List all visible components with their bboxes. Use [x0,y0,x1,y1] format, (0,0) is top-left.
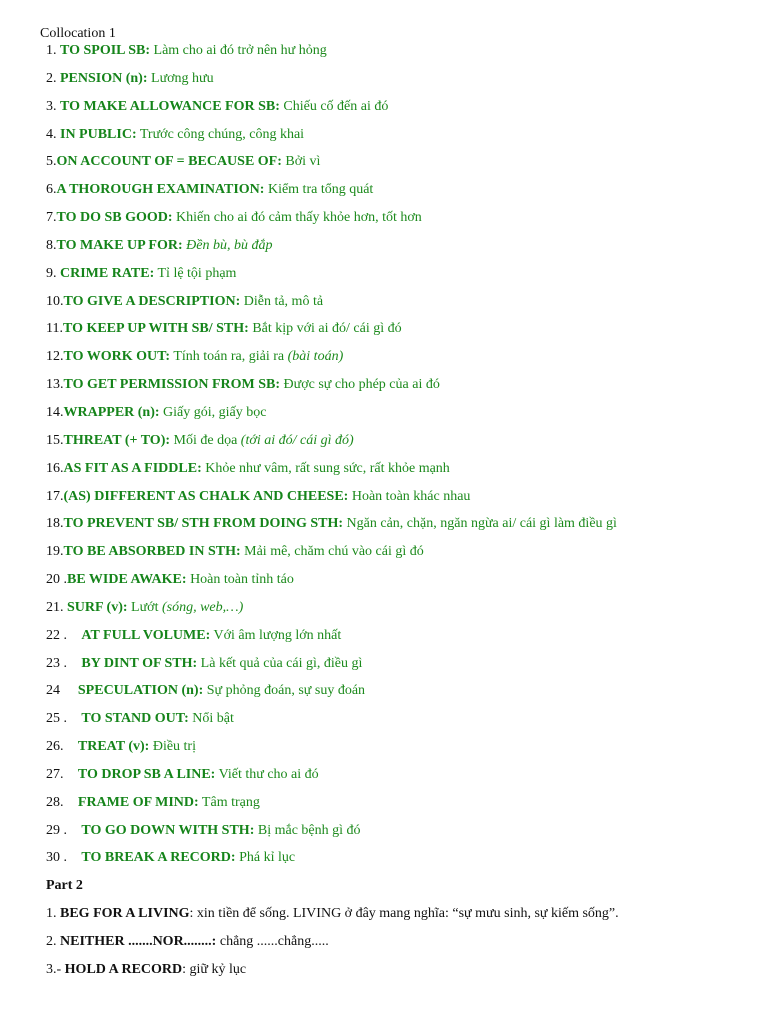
item-number: 24 [46,683,64,699]
item-definition: Hoàn toàn khác nhau [348,488,471,504]
item-term: TO KEEP UP WITH SB/ STH: [62,321,249,337]
list-item [46,680,756,708]
item-number: 21. [46,599,67,615]
item-number: 2. [46,70,60,86]
item-term: NEITHER .......NOR........: [60,933,217,949]
item-note: (bài toán) [287,349,344,365]
item-term: TO BREAK A RECORD: [70,850,225,866]
item-term: BY DINT OF STH: [70,655,187,671]
item-number: 18. [46,516,64,532]
item-term: TO DROP SB A LINE: [67,766,205,782]
list-item [46,124,756,152]
list-item [46,847,756,875]
item-note: Đền bù, bù đắp [186,237,273,253]
collocation-list [46,40,756,875]
item-number: 9. [46,265,60,281]
item-definition: Bị mắc bệnh gì đó [243,822,350,838]
item-term: BE WIDE AWAKE: [67,572,187,588]
list-item [46,625,756,653]
item-number: 25 . [46,711,71,727]
item-term: TO SPOIL SB: [60,43,151,58]
item-term: TO BE ABSORBED IN STH: [63,544,241,560]
item-definition: Điều trị [138,739,186,755]
item-definition: Bởi vì [281,154,321,170]
list-item [46,235,756,263]
item-term: TO WORK OUT: [63,349,171,365]
item-definition: Lướt [127,599,162,615]
document-title: Collocation 1 [40,26,116,41]
list-item [46,151,756,179]
item-term: AT FULL VOLUME: [70,627,200,643]
item-term: HOLD A RECORD [64,961,183,977]
item-number: 8. [46,237,57,253]
list-item [46,263,756,291]
item-number: 16. [46,460,64,476]
list-item [46,903,756,931]
item-definition: Sự phỏng đoán, sự suy đoán [188,683,351,699]
list-item [46,40,756,68]
item-number: 4. [46,126,60,142]
item-term: CRIME RATE: [60,265,155,281]
item-definition: Viết thư cho ai đó [204,766,308,782]
item-definition: Phá kỉ lục [224,850,285,866]
item-definition: Trước công chúng, công khai [136,126,305,142]
list-item [46,402,756,430]
item-term: (AS) DIFFERENT AS CHALK AND CHEESE: [63,488,349,504]
item-definition: Ngăn cản, chặn, ngăn ngừa ai/ cái gì làm điều gì [343,516,617,532]
item-number: 14. [46,404,64,420]
item-term: FRAME OF MIND: [67,794,188,810]
item-number: 5. [46,154,57,170]
list-item [46,318,756,346]
item-definition: Khiến cho ai đó cảm thấy khỏe hơn, tốt hơn [172,210,422,226]
item-number: 19. [46,544,64,560]
item-term: AS FIT AS A FIDDLE: [63,460,202,476]
item-definition: Kiểm tra tổng quát [264,182,374,198]
item-number: 29 . [46,822,71,838]
list-item [46,820,756,848]
item-term: WRAPPER (n): [63,404,160,420]
item-term: SURF (v): [67,599,128,615]
item-term: IN PUBLIC: [60,126,137,142]
item-term: TO GO DOWN WITH STH: [70,822,244,838]
item-definition: Là kết quả của cái gì, điều gì [186,655,352,671]
item-number: 26. [46,739,67,755]
list-item [46,959,756,987]
item-number: 6. [46,182,57,198]
item-definition: Chiếu cố đến ai đó [279,98,389,114]
item-note: (tới ai đó/ cái gì đó) [240,432,354,448]
item-number: 3.- [46,961,65,977]
part2-heading: Part 2 [46,878,83,893]
list-item [46,931,756,959]
item-term: THREAT (+ TO): [63,432,171,448]
item-number: 23 . [46,655,71,671]
item-number: 15. [46,432,64,448]
item-number: 7. [46,210,57,226]
list-item [46,653,756,681]
list-item [46,430,756,458]
part2-section [46,875,756,986]
item-term: SPECULATION (n): [63,683,189,699]
list-item [46,764,756,792]
part2-list [46,903,756,987]
item-term: TO GIVE A DESCRIPTION: [63,293,241,309]
item-term: PENSION (n): [60,70,148,86]
item-term: TO MAKE ALLOWANCE FOR SB: [60,98,280,114]
item-definition: Làm cho ai đó trở nên hư hỏng [150,43,327,58]
list-item [46,569,756,597]
list-item [46,291,756,319]
list-item [46,792,756,820]
list-item [46,374,756,402]
item-definition: Nổi bật [177,711,223,727]
item-number: 10. [46,293,64,309]
item-term: ON ACCOUNT OF = BECAUSE OF: [56,154,282,170]
list-item [46,597,756,625]
item-number: 1. [46,43,60,58]
item-definition: Giấy gói, giấy bọc [159,404,267,420]
item-number: 3. [46,98,60,114]
list-item [46,486,756,514]
item-definition: Với âm lượng lớn nhất [199,627,331,643]
item-term: TO STAND OUT: [70,711,178,727]
list-item [46,68,756,96]
item-definition: Khỏe như vâm, rất sung sức, rất khỏe mạnh [201,460,450,476]
item-term: TO PREVENT SB/ STH FROM DOING STH: [63,516,344,532]
item-number: 2. [46,933,60,949]
item-definition: : xin tiền để sống. LIVING ở đây mang nghĩa: “sự mưu sinh, sự kiếm sống”. [189,905,619,921]
item-definition: Hoàn toàn tỉnh táo [186,572,294,588]
list-item [46,179,756,207]
item-term: TO GET PERMISSION FROM SB: [63,377,281,393]
item-note: (sóng, web,…) [161,599,244,615]
item-number: 20 . [46,572,67,588]
item-definition: Diễn tả, mô tả [240,293,324,309]
list-item [46,736,756,764]
item-number: 27. [46,766,67,782]
item-number: 1. [46,905,60,921]
list-item [46,708,756,736]
item-number: 22 . [46,627,71,643]
item-number: 30 . [46,850,71,866]
list-item [46,207,756,235]
item-definition: : giữ kỷ lục [182,961,247,977]
item-term: TO DO SB GOOD: [56,210,173,226]
item-number: 12. [46,349,64,365]
item-number: 17. [46,488,64,504]
list-item [46,513,756,541]
item-number: 28. [46,794,67,810]
list-item [46,458,756,486]
list-item [46,346,756,374]
item-definition: Bắt kịp với ai đó/ cái gì đó [248,321,402,337]
list-item [46,96,756,124]
item-definition: Tính toán ra, giải ra [170,349,288,365]
item-definition: chẳng ......chẳng..... [216,933,329,949]
item-term: TREAT (v): [67,739,139,755]
item-definition: Tỉ lệ tội phạm [154,265,237,281]
item-definition: Mối đe dọa [170,432,241,448]
item-definition: Được sự cho phép của ai đó [280,377,440,393]
item-term: A THOROUGH EXAMINATION: [56,182,265,198]
item-definition: Tâm trạng [187,794,249,810]
item-definition: Lương hưu [147,70,214,86]
item-definition: Mải mê, chăm chú vào cái gì đó [240,544,424,560]
list-item [46,541,756,569]
item-term: BEG FOR A LIVING [60,905,190,921]
item-number: 11. [46,321,63,337]
item-term: TO MAKE UP FOR: [56,237,183,253]
item-number: 13. [46,377,64,393]
